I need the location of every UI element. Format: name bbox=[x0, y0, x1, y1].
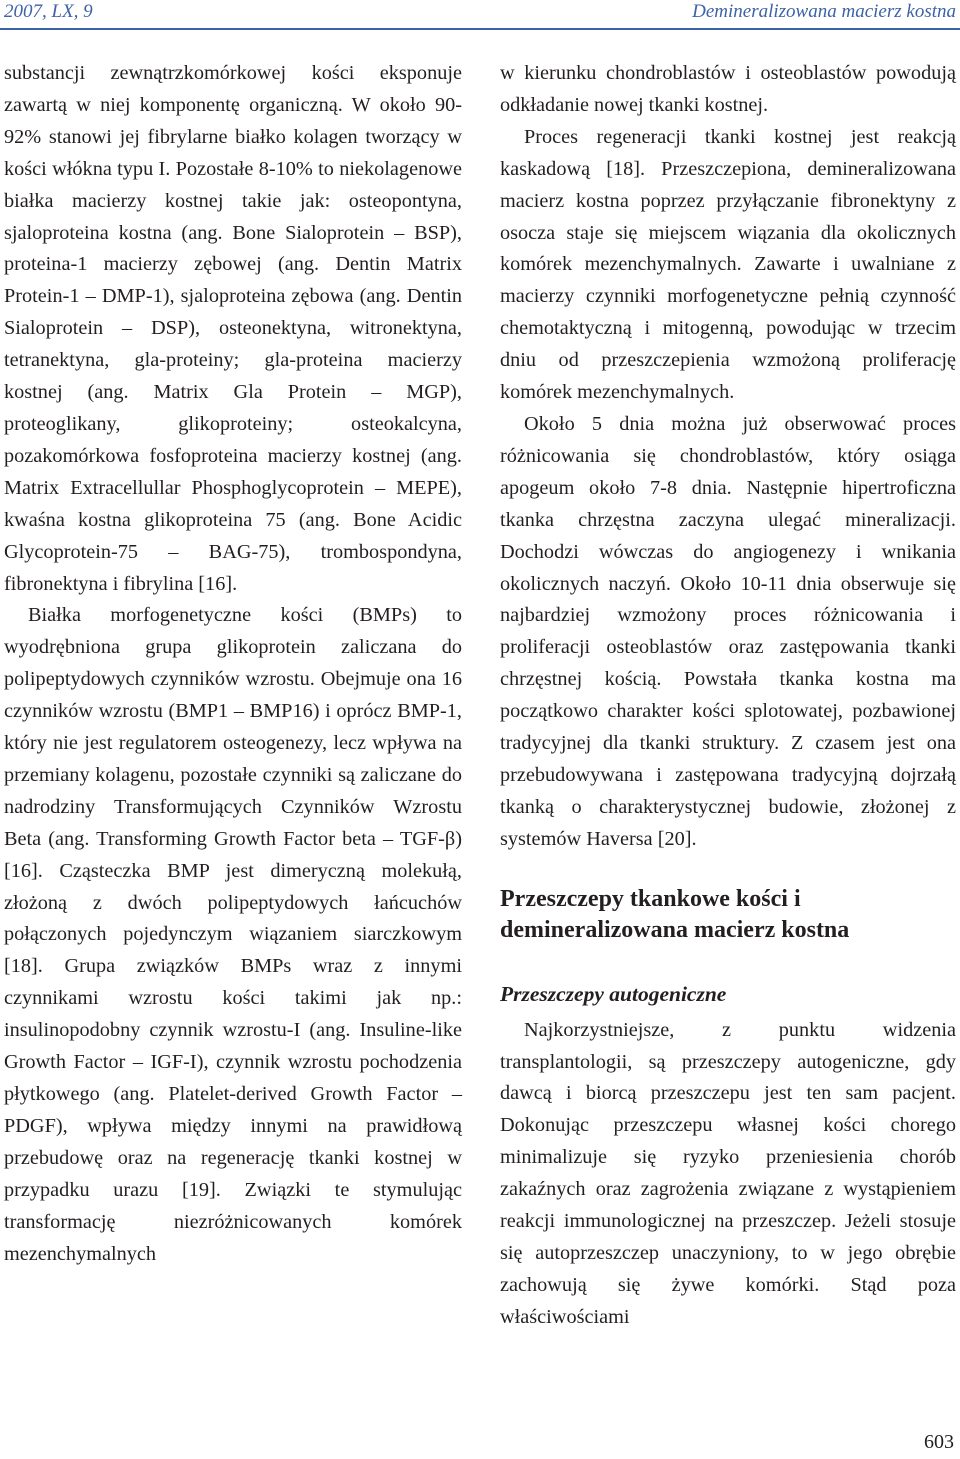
running-header bbox=[4, 0, 956, 26]
paragraph: Około 5 dnia można już obserwować proces różnicowania się chondroblastów, który osiąga apogeum około 7-8 dnia. Następnie hipertroficzna tkanka chrzęstna zaczyna ulegać mineralizacji. Dochodzi wówczas do angiogenezy i wnikania okolicznych naczyń. Około 10-11 dnia obserwuje się najbardziej wzmożony proces różnicowania i proliferacji osteoblastów oraz zastępowania tkanki chrzęstnej kością. Powstała tkanka kostna ma początkowo charakter kości splotowatej, pozbawionej tradycyjnej dla tkanki struktury. Z czasem jest ona przebudowywana i zastępowana tradycyjną dojrzałą tkanką o charakterystycznej budowie, złożonej z systemów Haversa [20]. bbox=[500, 412, 956, 850]
journal-issue: 2007, LX, 9 bbox=[4, 1, 93, 22]
paragraph: w kierunku chondroblastów i osteoblastów powodują odkładanie nowej tkanki kostnej. bbox=[500, 62, 956, 116]
header-rule bbox=[0, 28, 960, 30]
paragraph: Proces regeneracji tkanki kostnej jest reakcją kaskadową [18]. Przeszczepiona, demineralizowana macierz kostna poprzez przyłączanie fibronektyny z osocza staje się miejscem wiązania dla okolicznych komórek mezenchymalnych. Zawarte i uwalniane z macierzy czynniki morfogenetyczne pełnią czynność chemotaktyczną i mitogenną, powodując w trzecim dniu od przeszczepienia wzmożoną proliferację komórek mezenchymalnych. bbox=[500, 125, 956, 404]
page-number: 603 bbox=[924, 1431, 954, 1453]
subsection-heading: Przeszczepy autogeniczne bbox=[500, 981, 727, 1006]
paragraph: Białka morfogenetyczne kości (BMPs) to wyodrębniona grupa glikoprotein zaliczana do polipeptydowych czynników wzrostu. Obejmuje ona 16 czynników wzrostu (BMP1 – BMP16) i oprócz BMP-1, który nie jest regulatorem osteogenezy, lecz wpływa na przemiany kolagenu, pozostałe czynniki są zaliczane do nadrodziny Transformujących Czynników Wzrostu Beta (ang. Transforming Growth Factor beta – TGF-β) [16]. Cząsteczka BMP jest dimeryczną molekułą, złożoną z dwóch polipeptydowych łańcuchów połączonych pojedynczym wiązaniem siarczkowym [18]. Grupa związków BMPs wraz z innymi czynnikami wzrostu kości takimi jak np.: insulinopodobny czynnik wzrostu-I (ang. Insuline-like Growth Factor – IGF-I), czynnik wzrostu pochodzenia płytkowego (ang. Platelet-derived Growth Factor – PDGF), wpływa między innymi na prawidłową przebudowę oraz na regenerację tkanki kostnej w przypadku urazu [19]. Związki te stymulując transformację niezróżnicowanych komórek mezenchymalnych bbox=[4, 604, 462, 1265]
running-title: Demineralizowana macierz kostna bbox=[692, 1, 956, 22]
right-column bbox=[500, 58, 956, 1334]
left-column bbox=[4, 58, 462, 1270]
section-heading: Przeszczepy tkankowe kości i demineralizowana macierz kostna bbox=[500, 885, 850, 943]
paragraph: substancji zewnątrzkomórkowej kości eksponuje zawartą w niej komponentę organiczną. W około 90-92% stanowi jej fibrylarne białko kolagen tworzący w kości włókna typu I. Pozostałe 8-10% to niekolagenowe białka macierzy kostnej takie jak: osteopontyna, sjaloproteina kostna (ang. Bone Sialoprotein – BSP), proteina-1 macierzy zębowej (ang. Dentin Matrix Protein-1 – DMP-1), sjaloproteina zębowa (ang. Dentin Sialoprotein – DSP), osteonektyna, witronektyna, tetranektyna, gla-proteiny; gla-proteina macierzy kostnej (ang. Matrix Gla Protein – MGP), proteoglikany, glikoproteiny; osteokalcyna, pozakomórkowa fosfoproteina macierzy kostnej (ang. Matrix Extracellullar Phosphoglycoprotein – MEPE), kwaśna kostna glikoproteina 75 (ang. Bone Acidic Glycoprotein-75 – BAG-75), trombospondyna, fibronektyna i fibrylina [16]. bbox=[4, 62, 462, 595]
paragraph: Najkorzystniejsze, z punktu widzenia transplantologii, są przeszczepy autogeniczne, gdy dawcą i biorcą przeszczepu jest ten sam pacjent. Dokonując przeszczepu własnej kości chorego minimalizuje się ryzyko przeniesienia chorób zakaźnych oraz zagrożenia związane z wystąpieniem reakcji immunologicznej na przeszczep. Jeżeli stosuje się autoprzeszczep unaczyniony, to w jego obrębie zachowują się żywe komórki. Stąd poza właściwościami bbox=[500, 1018, 956, 1328]
